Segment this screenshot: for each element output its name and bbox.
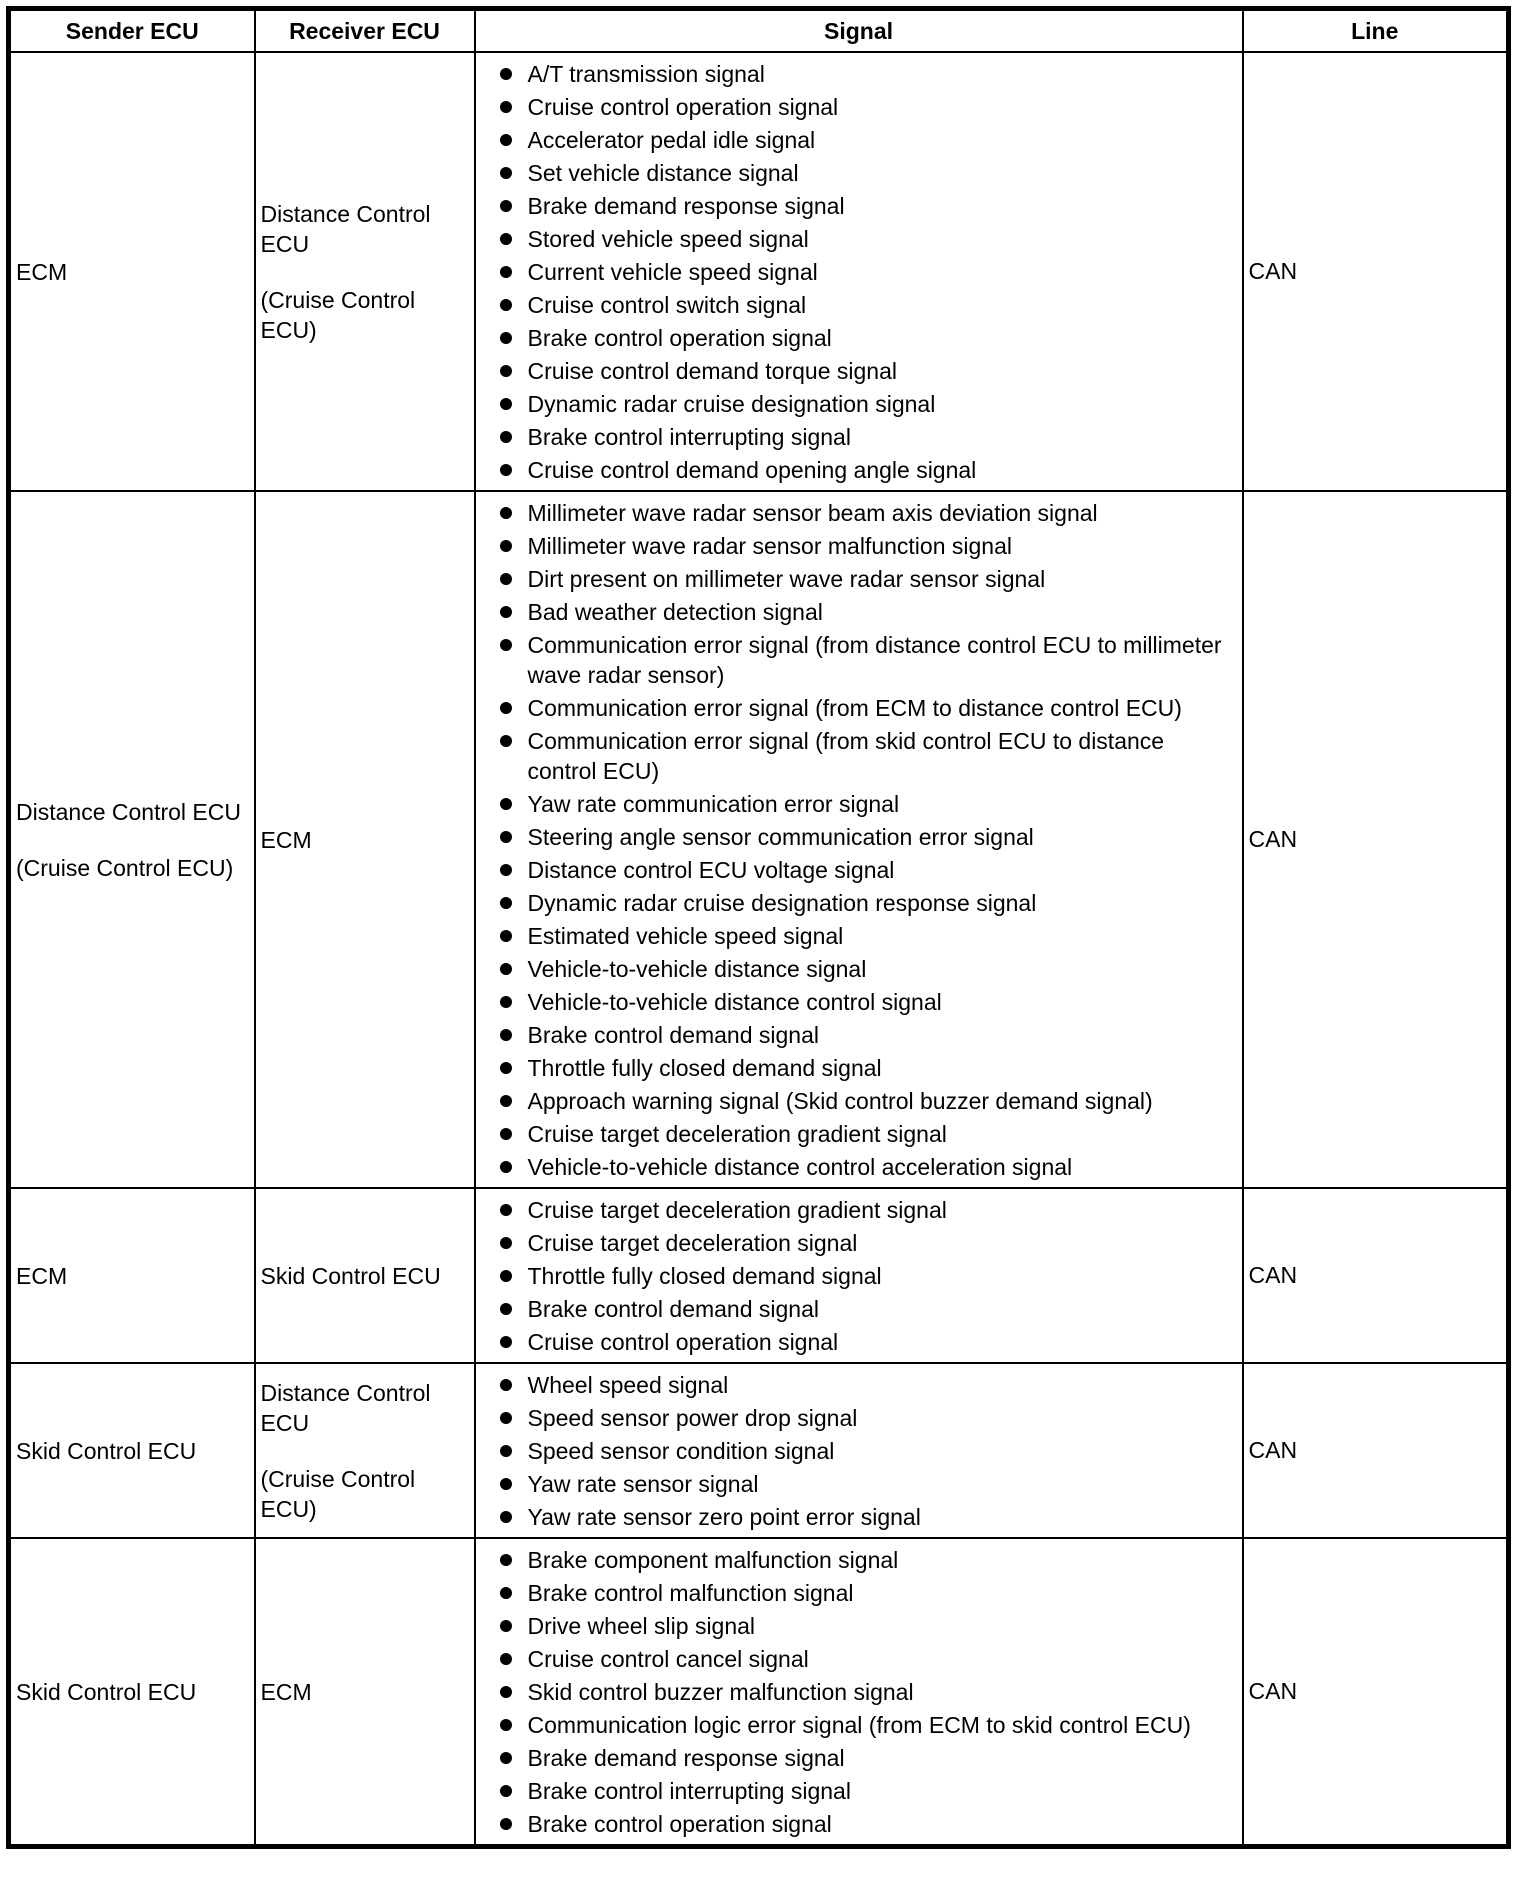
signal-item: Brake demand response signal bbox=[498, 1743, 1234, 1773]
receiver-cell-text: (Cruise Control ECU) bbox=[260, 1465, 416, 1522]
table-row bbox=[9, 1188, 1509, 1363]
spacer bbox=[261, 259, 469, 285]
signal-item: Dynamic radar cruise designation signal bbox=[498, 389, 1234, 419]
signal-item: Distance control ECU voltage signal bbox=[498, 855, 1234, 885]
signal-list bbox=[498, 498, 1234, 1182]
signal-list bbox=[498, 1545, 1234, 1839]
spacer bbox=[261, 1438, 469, 1464]
table-row bbox=[9, 52, 1509, 491]
sender-cell bbox=[9, 1363, 255, 1538]
signal-item: Communication logic error signal (from ECM to skid control ECU) bbox=[498, 1710, 1234, 1740]
sender-cell bbox=[9, 52, 255, 491]
signal-item: Yaw rate sensor zero point error signal bbox=[498, 1502, 1234, 1532]
line-cell: CAN bbox=[1243, 52, 1509, 491]
table-row bbox=[9, 1363, 1509, 1538]
signal-item: Cruise target deceleration signal bbox=[498, 1228, 1234, 1258]
signal-item: Brake control interrupting signal bbox=[498, 1776, 1234, 1806]
signal-item: Bad weather detection signal bbox=[498, 597, 1234, 627]
receiver-cell-text: ECM bbox=[260, 826, 312, 853]
receiver-cell-text: Skid Control ECU bbox=[260, 1262, 441, 1289]
receiver-cell-text: Distance Control ECU bbox=[260, 200, 431, 257]
signal-item: Communication error signal (from skid control ECU to distance control ECU) bbox=[498, 726, 1234, 786]
line-cell: CAN bbox=[1243, 491, 1509, 1188]
line-cell: CAN bbox=[1243, 1188, 1509, 1363]
table-row bbox=[9, 1538, 1509, 1847]
signal-item: Brake control demand signal bbox=[498, 1294, 1234, 1324]
signal-item: Brake component malfunction signal bbox=[498, 1545, 1234, 1575]
signal-item: Brake control interrupting signal bbox=[498, 422, 1234, 452]
signal-item: Yaw rate communication error signal bbox=[498, 789, 1234, 819]
signal-item: A/T transmission signal bbox=[498, 59, 1234, 89]
sender-cell-text: ECM bbox=[16, 1262, 68, 1289]
signal-item: Brake control malfunction signal bbox=[498, 1578, 1234, 1608]
signal-item: Communication error signal (from ECM to distance control ECU) bbox=[498, 693, 1234, 723]
receiver-cell-text: ECM bbox=[260, 1678, 312, 1705]
signal-item: Dirt present on millimeter wave radar sensor signal bbox=[498, 564, 1234, 594]
sender-cell-text: Skid Control ECU bbox=[16, 1437, 197, 1464]
signal-cell bbox=[475, 52, 1243, 491]
signal-item: Cruise control switch signal bbox=[498, 290, 1234, 320]
header-row bbox=[9, 9, 1509, 53]
signal-item: Speed sensor condition signal bbox=[498, 1436, 1234, 1466]
receiver-cell bbox=[255, 1363, 475, 1538]
signal-item: Brake control operation signal bbox=[498, 323, 1234, 353]
signal-item: Cruise control demand opening angle signal bbox=[498, 455, 1234, 485]
table-row bbox=[9, 491, 1509, 1188]
sender-cell-text: Distance Control ECU bbox=[16, 798, 241, 825]
header-signal: Signal bbox=[475, 9, 1243, 53]
signal-item: Brake control demand signal bbox=[498, 1020, 1234, 1050]
signal-cell bbox=[475, 491, 1243, 1188]
sender-cell bbox=[9, 491, 255, 1188]
signal-item: Current vehicle speed signal bbox=[498, 257, 1234, 287]
header-receiver: Receiver ECU bbox=[255, 9, 475, 53]
signal-list bbox=[498, 1195, 1234, 1357]
signal-item: Cruise control operation signal bbox=[498, 1327, 1234, 1357]
signal-list bbox=[498, 59, 1234, 485]
signal-item: Yaw rate sensor signal bbox=[498, 1469, 1234, 1499]
table-body bbox=[9, 52, 1509, 1847]
signal-item: Throttle fully closed demand signal bbox=[498, 1261, 1234, 1291]
signal-item: Brake control operation signal bbox=[498, 1809, 1234, 1839]
signal-item: Vehicle-to-vehicle distance signal bbox=[498, 954, 1234, 984]
signal-item: Accelerator pedal idle signal bbox=[498, 125, 1234, 155]
receiver-cell-text: (Cruise Control ECU) bbox=[260, 286, 416, 343]
signal-item: Speed sensor power drop signal bbox=[498, 1403, 1234, 1433]
signal-item: Communication error signal (from distance control ECU to millimeter wave radar sensor) bbox=[498, 630, 1234, 690]
signal-item: Cruise control demand torque signal bbox=[498, 356, 1234, 386]
sender-cell-text: ECM bbox=[16, 258, 68, 285]
line-cell: CAN bbox=[1243, 1538, 1509, 1847]
sender-cell bbox=[9, 1538, 255, 1847]
receiver-cell bbox=[255, 491, 475, 1188]
receiver-cell bbox=[255, 1538, 475, 1847]
signal-item: Drive wheel slip signal bbox=[498, 1611, 1234, 1641]
sender-cell-text: Skid Control ECU bbox=[16, 1678, 197, 1705]
signal-item: Set vehicle distance signal bbox=[498, 158, 1234, 188]
signal-item: Cruise target deceleration gradient signal bbox=[498, 1119, 1234, 1149]
signal-item: Skid control buzzer malfunction signal bbox=[498, 1677, 1234, 1707]
header-sender: Sender ECU bbox=[9, 9, 255, 53]
spacer bbox=[16, 827, 249, 853]
line-cell: CAN bbox=[1243, 1363, 1509, 1538]
signal-list bbox=[498, 1370, 1234, 1532]
signal-item: Throttle fully closed demand signal bbox=[498, 1053, 1234, 1083]
signal-item: Stored vehicle speed signal bbox=[498, 224, 1234, 254]
signal-cell bbox=[475, 1363, 1243, 1538]
signal-item: Approach warning signal (Skid control buzzer demand signal) bbox=[498, 1086, 1234, 1116]
sender-cell bbox=[9, 1188, 255, 1363]
header-line: Line bbox=[1243, 9, 1509, 53]
sender-cell-text: (Cruise Control ECU) bbox=[16, 854, 234, 881]
receiver-cell bbox=[255, 52, 475, 491]
signal-cell bbox=[475, 1538, 1243, 1847]
receiver-cell-text: Distance Control ECU bbox=[260, 1379, 431, 1436]
signal-item: Millimeter wave radar sensor beam axis deviation signal bbox=[498, 498, 1234, 528]
signal-item: Dynamic radar cruise designation response signal bbox=[498, 888, 1234, 918]
signal-item: Cruise control cancel signal bbox=[498, 1644, 1234, 1674]
signal-cell bbox=[475, 1188, 1243, 1363]
signal-item: Cruise target deceleration gradient signal bbox=[498, 1195, 1234, 1225]
signal-item: Vehicle-to-vehicle distance control acceleration signal bbox=[498, 1152, 1234, 1182]
signal-item: Estimated vehicle speed signal bbox=[498, 921, 1234, 951]
signal-item: Cruise control operation signal bbox=[498, 92, 1234, 122]
signal-item: Vehicle-to-vehicle distance control signal bbox=[498, 987, 1234, 1017]
signal-item: Steering angle sensor communication error signal bbox=[498, 822, 1234, 852]
signal-item: Millimeter wave radar sensor malfunction signal bbox=[498, 531, 1234, 561]
receiver-cell bbox=[255, 1188, 475, 1363]
signal-item: Wheel speed signal bbox=[498, 1370, 1234, 1400]
signal-item: Brake demand response signal bbox=[498, 191, 1234, 221]
ecu-signal-table bbox=[6, 6, 1511, 1849]
